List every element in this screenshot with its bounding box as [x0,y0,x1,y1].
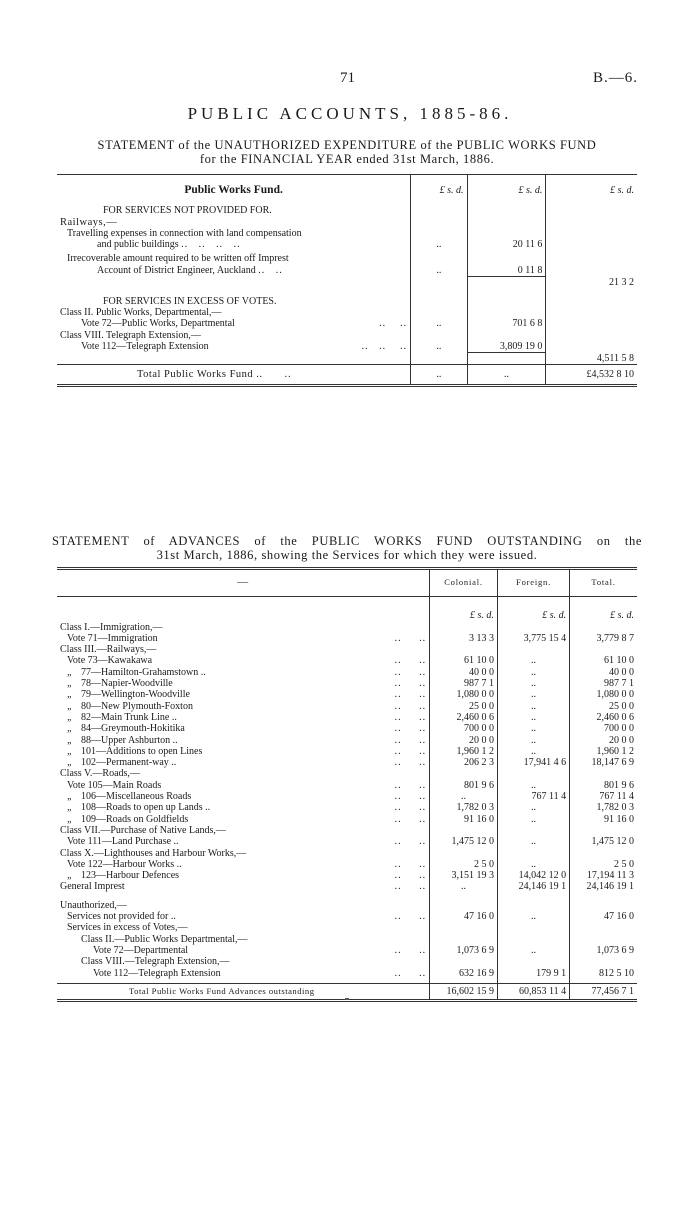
row-label-text: 80—New Plymouth-Foxton [81,700,193,712]
foreign-units: £ s. d. [497,597,569,622]
cell-total: 17,194 11 3 [570,870,637,881]
row-label-text: 77—Hamilton-Grahamstown .. [81,666,206,678]
table-row [57,757,637,768]
col-header-description: — [57,569,430,597]
table-row [57,768,637,779]
leader-dots: .. .. [394,711,427,723]
statement1-heading [52,138,642,166]
leader-dots: .. .. [394,911,427,923]
cell-colonial [430,848,498,859]
cell-total [570,644,637,655]
cell-foreign: .. [497,911,569,922]
vote112-col2: 3,809 19 0 [467,341,546,353]
cell-total: 2,460 0 6 [570,712,637,723]
statement2-heading-line1: STATEMENT of ADVANCES of the PUBLIC WORKS FUND OUTSTANDING on the [52,534,642,548]
item1-line1: Travelling expenses in connection with land compensation [67,227,302,239]
leader-dots: .. .. [394,723,427,735]
cell-colonial: 20 0 0 [430,735,498,746]
cell-colonial: 25 0 0 [430,701,498,712]
table-row [57,881,637,892]
grand-total-total: 77,456 7 1 [570,983,637,1000]
leader-dots: .. .. [394,632,427,644]
table-row [57,836,637,847]
cell-foreign: .. [497,859,569,870]
cell-colonial: 91 16 0 [430,814,498,825]
row-label [57,870,430,881]
cell-colonial: 1,475 12 0 [430,836,498,847]
table-row [57,644,637,655]
row-label [57,712,430,723]
cell-foreign: .. [497,735,569,746]
advances-outstanding-table [57,567,637,1002]
table-row [57,934,637,945]
table-row [57,911,637,922]
vote72-col2: 701 6 8 [467,318,546,329]
cell-foreign [497,644,569,655]
row-label-text: Class X.—Lighthouses and Harbour Works,— [60,847,247,859]
table-row [57,900,637,911]
colonial-units: £ s. d. [430,597,498,622]
table-row [57,735,637,746]
cell-colonial: 987 7 1 [430,678,498,689]
row-label-text: Vote 73—Kawakawa [67,655,153,667]
row-label [57,768,430,779]
ditto-mark: „ [67,813,73,825]
cell-total [570,825,637,836]
row-label [57,814,430,825]
ditto-mark: „ [67,757,73,769]
row-label-text: Class V.—Roads,— [60,768,140,780]
cell-foreign [497,848,569,859]
row-label [57,655,430,666]
row-label-text: Class II.—Public Works Departmental,— [81,933,248,945]
cell-colonial: 1,782 0 3 [430,802,498,813]
cell-foreign: .. [497,746,569,757]
row-label-text: 102—Permanent-way .. [81,757,177,769]
cell-total: 767 11 4 [570,791,637,802]
table-row [57,689,637,700]
item2-col2: 0 11 8 [467,265,546,277]
item2-line1: Irrecoverable amount required to be written off Imprest [67,253,289,265]
table-row [57,945,637,956]
cell-foreign [497,893,569,900]
cell-colonial: 632 16 9 [430,968,498,979]
cell-colonial: 3 13 3 [430,633,498,644]
row-label-text: Vote 71—Immigration [67,632,158,644]
cell-total: 24,146 19 1 [570,881,637,892]
cell-total [570,956,637,967]
total-col1: .. [411,365,467,386]
leader-dots: .. .. [394,967,427,979]
row-label [57,689,430,700]
row-label [57,791,430,802]
cell-foreign: 14,042 12 0 [497,870,569,881]
table-row [57,802,637,813]
row-label [57,780,430,791]
cell-colonial: 1,073 6 9 [430,945,498,956]
cell-colonial: 1,960 1 2 [430,746,498,757]
cell-foreign [497,956,569,967]
cell-total [570,768,637,779]
vote112-col1: .. [411,341,467,353]
cell-colonial [430,934,498,945]
row-label [57,848,430,859]
cell-total [570,622,637,633]
table-row [57,859,637,870]
ditto-mark: „ [67,734,73,746]
row-label-text: 108—Roads to open up Lands .. [81,802,211,814]
cell-foreign [497,768,569,779]
leader-dots: .. .. [394,858,427,870]
row-label-text: Class VIII.—Telegraph Extension,— [81,956,230,968]
leader-dots: .. .. [394,655,427,667]
cell-total [570,900,637,911]
cell-total: 2 5 0 [570,859,637,870]
ditto-mark: „ [67,666,73,678]
vote72-row: Vote 72—Public Works, Departmental .. .. [81,318,408,330]
leader-dots: .. .. [394,836,427,848]
cell-total: 801 9 6 [570,780,637,791]
row-label-text: 78—Napier-Woodville [81,678,173,690]
table-row [57,712,637,723]
total-row-label: Total Public Works Fund .. .. [137,369,292,381]
leader-dots: .. .. [394,791,427,803]
cell-total: 25 0 0 [570,701,637,712]
table-row [57,723,637,734]
ditto-mark: „ [67,711,73,723]
section-excess: FOR SERVICES IN EXCESS OF VOTES. [103,295,277,307]
statement1-heading-line1: STATEMENT of the UNAUTHORIZED EXPENDITURE of the PUBLIC WORKS FUND [97,138,597,152]
item1-line2: and public buildings .. .. .. .. [97,239,241,251]
leader-dots: .. .. [394,700,427,712]
class2-label: Class II. Public Works, Departmental,— [60,307,222,319]
cell-total [570,934,637,945]
col-header-foreign: Foreign. [497,569,569,597]
table-row [57,678,637,689]
row-label [57,633,430,644]
row-label [57,746,430,757]
cell-foreign: .. [497,814,569,825]
cell-colonial: 700 0 0 [430,723,498,734]
cell-colonial [430,644,498,655]
cell-colonial: 2,460 0 6 [430,712,498,723]
cell-total: 61 10 0 [570,655,637,666]
cell-foreign: .. [497,802,569,813]
table-row [57,701,637,712]
row-label [57,945,430,956]
row-label [57,836,430,847]
class8-label: Class VIII. Telegraph Extension,— [60,329,201,341]
cell-colonial: .. [430,881,498,892]
cell-colonial: 61 10 0 [430,655,498,666]
cell-colonial: .. [430,791,498,802]
row-label-text: 82—Main Trunk Line .. [81,711,177,723]
table-row [57,825,637,836]
cell-foreign: .. [497,780,569,791]
cell-total: 1,073 6 9 [570,945,637,956]
row-label [57,968,430,979]
item1-col2: 20 11 6 [467,239,546,250]
cell-foreign [497,825,569,836]
row-label-text: Vote 112—Telegraph Extension [93,967,221,979]
row-label [57,723,430,734]
cell-foreign [497,900,569,911]
cell-total [570,848,637,859]
table-row [57,814,637,825]
cell-foreign: 179 9 1 [497,968,569,979]
cell-foreign: 3,775 15 4 [497,633,569,644]
cell-colonial: 40 0 0 [430,667,498,678]
row-label [57,757,430,768]
cell-colonial: 801 9 6 [430,780,498,791]
row-label [57,911,430,922]
cell-total: 1,960 1 2 [570,746,637,757]
table-row [57,622,637,633]
unauthorized-expenditure-table [57,174,637,387]
row-label-text: Vote 111—Land Purchase .. [67,836,179,848]
row-label-text: Services not provided for .. [67,911,176,923]
leader-dots: .. .. [394,745,427,757]
row-label [57,956,430,967]
section-not-provided: FOR SERVICES NOT PROVIDED FOR. [103,205,272,217]
cell-total [570,922,637,933]
vote112-row: Vote 112—Telegraph Extension .. .. .. [81,341,408,353]
row-label-text: Class VII.—Purchase of Native Lands,— [60,824,226,836]
leader-dots: .. .. [394,678,427,690]
subtotal-excess: 4,511 5 8 [546,353,637,365]
cell-colonial [430,825,498,836]
table-row [57,893,637,900]
table-row [57,667,637,678]
cell-colonial [430,900,498,911]
table-row [57,791,637,802]
row-label [57,934,430,945]
leader-dots: .. .. [394,666,427,678]
grand-total-colonial: 16,602 15 9 [430,983,498,1000]
statement2-heading-line2: 31st March, 1886, showing the Services for which they were issued. [156,548,538,562]
ditto-mark: „ [67,700,73,712]
cell-colonial [430,622,498,633]
col-header-total: Total. [570,569,637,597]
total-units: £ s. d. [570,597,637,622]
cell-total: 987 7 1 [570,678,637,689]
page-number: 71 [340,70,355,86]
leader-dots: .. .. [394,779,427,791]
row-label-text: 106—Miscellaneous Roads [81,791,192,803]
row-label [57,825,430,836]
cell-foreign: 767 11 4 [497,791,569,802]
col-header-colonial: Colonial. [430,569,498,597]
row-label [57,701,430,712]
cell-total: 40 0 0 [570,667,637,678]
table-row [57,848,637,859]
cell-foreign [497,922,569,933]
row-label [57,667,430,678]
ditto-mark: „ [67,678,73,690]
leader-dots: .. .. [394,881,427,893]
cell-foreign: 24,146 19 1 [497,881,569,892]
cell-total: 1,782 0 3 [570,802,637,813]
row-label [57,622,430,633]
cell-colonial: 2 5 0 [430,859,498,870]
cell-foreign: .. [497,678,569,689]
ditto-mark: „ [67,723,73,735]
cell-total: 3,779 8 7 [570,633,637,644]
table-row [57,780,637,791]
row-label-text: Class I.—Immigration,— [60,621,163,633]
cell-total: 1,080 0 0 [570,689,637,700]
grand-total-foreign: 60,853 11 4 [497,983,569,1000]
cell-foreign: .. [497,836,569,847]
subtotal-not-provided: 21 3 2 [546,277,637,288]
row-label-text: Class III.—Railways,— [60,644,157,656]
page-title: PUBLIC ACCOUNTS, 1885-86. [187,104,513,123]
row-label [57,922,430,933]
cell-total: 47 16 0 [570,911,637,922]
row-label [57,859,430,870]
row-label-text: 109—Roads on Goldfields [81,813,189,825]
cell-foreign: .. [497,701,569,712]
vote72-col1: .. [411,318,467,329]
ditto-mark: „ [67,791,73,803]
railways-label: Railways,— [60,216,118,228]
leader-dots: .. .. [394,734,427,746]
cell-total: 1,475 12 0 [570,836,637,847]
leader-dots: .. .. [394,757,427,769]
item1-col1: .. [411,239,467,250]
table-row [57,746,637,757]
row-label-text: Unauthorized,— [60,899,127,911]
table-row [57,633,637,644]
col1-units: £ s. d. [411,175,467,197]
cell-total: 700 0 0 [570,723,637,734]
row-label [57,678,430,689]
row-label [57,881,430,892]
cell-foreign: .. [497,723,569,734]
cell-foreign [497,934,569,945]
cell-foreign: 17,941 4 6 [497,757,569,768]
item2-col1: .. [411,265,467,277]
row-label [57,802,430,813]
table-row [57,922,637,933]
total-col3: £4,532 8 10 [546,365,637,386]
leader-dots: .. .. [394,802,427,814]
cell-colonial [430,893,498,900]
cell-foreign [497,622,569,633]
cell-colonial [430,956,498,967]
leader-dots: .. .. [394,944,427,956]
row-label [57,893,430,900]
cell-foreign: .. [497,667,569,678]
cell-total: 812 5 10 [570,968,637,979]
row-label-text: 84—Greymouth-Hokitika [81,723,185,735]
row-label-text: 79—Wellington-Woodville [81,689,190,701]
statement2-heading [52,534,642,562]
leader-dots: .. .. [394,870,427,882]
grand-total-label: Total Public Works Fund Advances outstanding [57,983,430,1000]
col3-units: £ s. d. [546,175,637,197]
cell-colonial: 3,151 19 3 [430,870,498,881]
col2-units: £ s. d. [467,175,546,197]
page-mark [345,998,349,1000]
row-label-text: Vote 105—Main Roads [67,779,162,791]
cell-foreign: .. [497,689,569,700]
cell-total: 18,147 6 9 [570,757,637,768]
ditto-mark: „ [67,745,73,757]
cell-colonial: 47 16 0 [430,911,498,922]
fund-title: Public Works Fund. [184,184,283,196]
ditto-mark: „ [67,870,73,882]
ditto-mark: „ [67,802,73,814]
total-col2: .. [467,365,546,386]
item2-line2: Account of District Engineer, Auckland .. .. [97,264,283,276]
row-label-text: General Imprest [60,881,125,893]
row-label-text: Vote 122—Harbour Works .. [67,858,182,870]
table-row [57,870,637,881]
cell-total [570,893,637,900]
cell-foreign: .. [497,712,569,723]
cell-foreign: .. [497,655,569,666]
ditto-mark: „ [67,689,73,701]
table-row [57,968,637,979]
row-label-text: 101—Additions to open Lines [81,745,203,757]
row-label-text: Services in excess of Votes,— [67,922,188,934]
row-label-text: 123—Harbour Defences [81,870,180,882]
document-reference: B.—6. [593,70,639,86]
table-row [57,956,637,967]
row-label-text: Vote 72—Departmental [93,944,189,956]
table-row [57,655,637,666]
row-label [57,900,430,911]
row-label-text: 88—Upper Ashburton .. [81,734,178,746]
cell-colonial [430,922,498,933]
cell-colonial: 1,080 0 0 [430,689,498,700]
row-label [57,644,430,655]
cell-colonial [430,768,498,779]
cell-total: 20 0 0 [570,735,637,746]
statement1-heading-line2: for the FINANCIAL YEAR ended 31st March, 1886. [199,152,495,166]
cell-colonial: 206 2 3 [430,757,498,768]
row-label [57,735,430,746]
leader-dots: .. .. [394,813,427,825]
cell-total: 91 16 0 [570,814,637,825]
cell-foreign: .. [497,945,569,956]
leader-dots: .. .. [394,689,427,701]
